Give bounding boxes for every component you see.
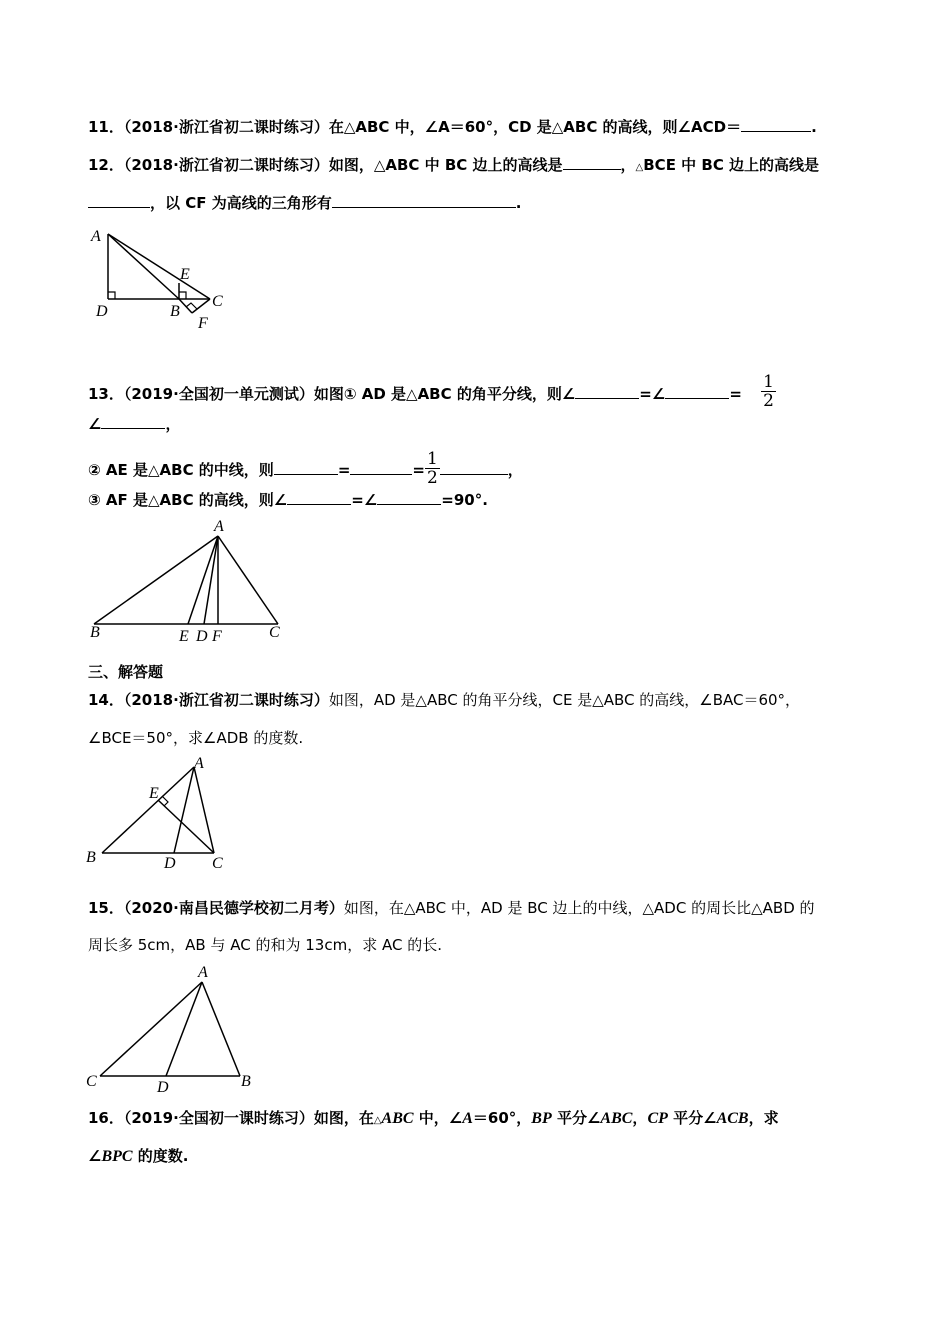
q12-label-F: F	[198, 315, 208, 332]
q13-eq2: =	[729, 385, 742, 403]
q13-line2-angle: ∠	[88, 415, 102, 433]
q13-label-B: B	[90, 624, 100, 641]
q16-text-c: ＝60°，	[472, 1109, 532, 1127]
q14-text1: 如图，AD 是△ABC 的角平分线，CE 是△ABC 的高线，∠BAC＝60°，	[328, 691, 801, 709]
q14-label-B: B	[86, 849, 96, 866]
q13-blank-7[interactable]	[287, 490, 351, 505]
q13-line3-end: ，	[507, 461, 523, 479]
q11-blank[interactable]	[741, 117, 811, 132]
q13-blank-8[interactable]	[377, 490, 441, 505]
section-heading: 三、解答题	[88, 663, 164, 681]
q15-seg-AB	[202, 982, 240, 1076]
q13-frac-den: 2	[763, 391, 774, 411]
q13-label-E: E	[179, 628, 189, 645]
q13-label-A: A	[214, 518, 224, 535]
q15-number: 15．	[88, 899, 124, 917]
question-15-line2: 周长多 5cm，AB 与 AC 的和为 13cm，求 AC 的长.	[88, 936, 442, 954]
q15-label-B: B	[241, 1073, 251, 1090]
question-12-line1	[88, 155, 819, 178]
q11-end: .	[811, 118, 817, 136]
q16-text-g: ，求	[748, 1109, 779, 1127]
question-14-line1	[88, 690, 800, 710]
q12-label-A: A	[91, 228, 101, 245]
q13-text1: 如图① AD 是△ABC 的角平分线，则∠	[313, 385, 576, 403]
q13-line3-eq: =	[337, 461, 351, 479]
q11-text: 在△ABC 中，∠A＝60°，CD 是△ABC 的高线，则∠ACD＝	[328, 118, 742, 136]
q14-seg-AB	[102, 767, 194, 853]
q16-text-d: 平分∠	[551, 1109, 601, 1127]
q13-blank-3[interactable]	[101, 414, 165, 429]
q13-eq: =∠	[639, 385, 666, 403]
q13-label-C: C	[269, 624, 280, 641]
q12-figure	[88, 222, 238, 334]
q14-figure	[86, 752, 236, 872]
question-16-line1	[88, 1108, 779, 1131]
q12-number: 12．	[88, 156, 124, 174]
q12-text2: ，	[620, 156, 636, 174]
q12-right-angle-E	[179, 292, 186, 299]
q12-end: .	[515, 194, 522, 212]
q16-a: A	[462, 1110, 473, 1127]
q16-line2-angle: ∠	[88, 1147, 102, 1165]
q14-seg-CE	[158, 800, 214, 853]
q13-frac-num: 1	[763, 372, 774, 392]
q11-source: （2018·浙江省初二课时练习）	[123, 118, 329, 136]
q13-line3-start: ② AE 是△ABC 的中线，则	[88, 461, 274, 479]
question-16-line2	[88, 1146, 189, 1167]
question-11	[88, 117, 817, 137]
q13-seg-AD	[204, 536, 218, 624]
q14-seg-AD	[174, 767, 194, 853]
q13-frac2-num: 1	[426, 449, 438, 469]
question-13-line1	[88, 372, 776, 413]
q12-seg-BF	[179, 299, 192, 313]
q14-source: （2018·浙江省初二课时练习）	[123, 691, 329, 709]
q16-triangle-symbol: △	[373, 1115, 382, 1126]
q13-line3-eq2: =	[412, 461, 425, 479]
q13-blank-4[interactable]	[274, 460, 338, 475]
q16-text-f: 平分∠	[667, 1109, 717, 1127]
q13-seg-AC	[218, 536, 278, 624]
q16-text-e: ，	[632, 1109, 648, 1127]
q13-label-F: F	[212, 628, 222, 645]
q13-seg-AB	[94, 536, 218, 624]
q13-line4-eq: =∠	[351, 491, 378, 509]
q12-label-E: E	[180, 266, 190, 283]
q12-triangle-symbol: △	[635, 162, 644, 173]
question-14-line2: ∠BCE＝50°，求∠ADB 的度数.	[88, 729, 304, 747]
q12-blank-3[interactable]	[332, 193, 516, 208]
question-13-line4	[88, 490, 488, 510]
q13-source: （2019·全国初一单元测试）	[123, 385, 314, 403]
q13-frac2-den: 2	[426, 468, 438, 488]
q14-seg-AC	[194, 767, 214, 853]
q16-number: 16．	[88, 1109, 124, 1127]
question-13-line3	[88, 449, 523, 489]
q13-blank-5[interactable]	[350, 460, 412, 475]
q14-label-D: D	[164, 855, 176, 872]
q16-bp: BP	[531, 1110, 552, 1127]
q12-text1: 如图，△ABC 中 BC 边上的高线是	[328, 156, 563, 174]
q16-cp: CP	[647, 1110, 668, 1127]
q13-label-D: D	[196, 628, 208, 645]
q13-number: 13．	[88, 385, 124, 403]
question-15-line1	[88, 898, 815, 918]
q12-label-D: D	[96, 303, 108, 320]
q13-line4-start: ③ AF 是△ABC 的高线，则∠	[88, 491, 288, 509]
q15-label-C: C	[86, 1073, 97, 1090]
q15-seg-AC	[100, 982, 202, 1076]
question-13-line2	[88, 414, 180, 434]
q15-label-D: D	[157, 1079, 169, 1096]
q16-bpc: BPC	[101, 1148, 133, 1165]
q12-seg-AB	[108, 234, 179, 299]
q13-line2-end: ，	[165, 415, 181, 433]
q13-figure	[86, 518, 296, 646]
q15-text1: 如图，在△ABC 中，AD 是 BC 边上的中线，△ADC 的周长比△ABD 的	[343, 899, 815, 917]
q16-line2-end: 的度数.	[132, 1147, 189, 1165]
q13-line4-end: =90°.	[441, 491, 488, 509]
q16-text-b: 中，∠	[413, 1109, 463, 1127]
q12-blank-1[interactable]	[563, 155, 621, 170]
q16-acb: ACB	[716, 1110, 749, 1127]
q13-seg-AE	[188, 536, 218, 624]
q14-label-A: A	[194, 755, 204, 772]
q11-number: 11．	[88, 118, 124, 136]
q15-label-A: A	[198, 964, 208, 981]
q16-abc2: ABC	[600, 1110, 633, 1127]
q14-number: 14．	[88, 691, 124, 709]
q12-label-C: C	[212, 293, 223, 310]
q16-source: （2019·全国初一课时练习）	[123, 1109, 314, 1127]
q13-fraction-2	[425, 450, 440, 487]
q12-text3: BCE 中 BC 边上的高线是	[643, 156, 820, 174]
q12-seg-AC	[108, 234, 210, 299]
q14-label-C: C	[212, 855, 223, 872]
q15-seg-AD	[166, 982, 202, 1076]
q13-blank-1[interactable]	[575, 384, 639, 399]
q14-label-E: E	[149, 785, 159, 802]
q12-right-angle-D	[108, 292, 115, 299]
q13-fraction-1	[761, 373, 776, 410]
q12-label-B: B	[170, 303, 180, 320]
question-12-line2	[88, 193, 521, 213]
q13-blank-2[interactable]	[665, 384, 729, 399]
q15-source: （2020·南昌民德学校初二月考）	[123, 899, 344, 917]
q12-source: （2018·浙江省初二课时练习）	[123, 156, 329, 174]
q16-abc: ABC	[381, 1110, 414, 1127]
q16-text-a: 如图，在	[313, 1109, 374, 1127]
q12-text4: ，以 CF 为高线的三角形有	[150, 194, 332, 212]
q13-blank-6[interactable]	[440, 460, 508, 475]
q15-figure	[84, 962, 264, 1096]
q12-blank-2[interactable]	[88, 193, 150, 208]
